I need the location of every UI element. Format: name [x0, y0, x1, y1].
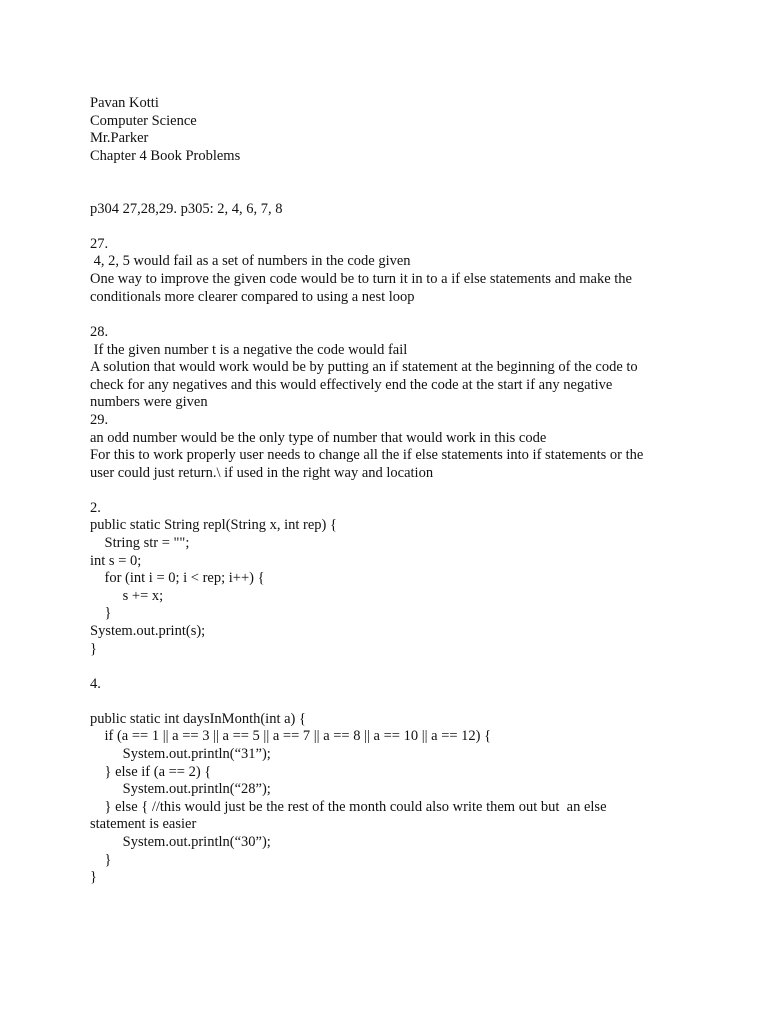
q4-code-line: } — [90, 869, 97, 885]
q28-answer-line: check for any negatives and this would effectively end the code at the start if any negative — [90, 377, 613, 393]
q27-answer-line: One way to improve the given code would be to turn it in to a if else statements and make the — [90, 271, 632, 287]
q4-code-line: if (a == 1 || a == 3 || a == 5 || a == 7 || a == 8 || a == 10 || a == 12) { — [90, 728, 492, 744]
q29-answer-line: user could just return.\ if used in the right way and location — [90, 465, 434, 481]
problems-list: p304 27,28,29. p305: 2, 4, 6, 7, 8 — [90, 201, 283, 217]
q2-code-line: for (int i = 0; i < rep; i++) { — [90, 570, 265, 586]
q2-number: 2. — [90, 500, 101, 516]
course-name: Computer Science — [90, 113, 197, 129]
q29-number: 29. — [90, 412, 109, 428]
q2-code-line: String str = ""; — [90, 535, 190, 551]
q28-answer-line: numbers were given — [90, 394, 208, 410]
q4-code-line: } else { //this would just be the rest of the month could also write them out but an else — [90, 799, 607, 815]
q4-code-line: public static int daysInMonth(int a) { — [90, 711, 306, 727]
q4-code-line: System.out.println(“28”); — [90, 781, 271, 797]
q27-answer-line: conditionals more clearer compared to using a nest loop — [90, 289, 415, 305]
q28-number: 28. — [90, 324, 109, 340]
q4-code-line: System.out.println(“31”); — [90, 746, 271, 762]
q2-code-line: int s = 0; — [90, 553, 142, 569]
q2-code-line: s += x; — [90, 588, 164, 604]
q4-code-line: statement is easier — [90, 816, 197, 832]
q29-answer-line: For this to work properly user needs to change all the if else statements into if statements or the — [90, 447, 644, 463]
q2-code-line: } — [90, 605, 112, 621]
q4-code-line: } else if (a == 2) { — [90, 764, 212, 780]
q27-number: 27. — [90, 236, 109, 252]
q4-number: 4. — [90, 676, 101, 692]
q29-answer-line: an odd number would be the only type of number that would work in this code — [90, 430, 547, 446]
assignment-title: Chapter 4 Book Problems — [90, 148, 241, 164]
q2-code-line: System.out.print(s); — [90, 623, 206, 639]
teacher-name: Mr.Parker — [90, 130, 149, 146]
q28-answer-line: If the given number t is a negative the code would fail — [90, 342, 408, 358]
q28-answer-line: A solution that would work would be by putting an if statement at the beginning of the code to — [90, 359, 638, 375]
q4-code-line: } — [90, 852, 112, 868]
q27-answer-line: 4, 2, 5 would fail as a set of numbers in the code given — [90, 253, 411, 269]
student-name: Pavan Kotti — [90, 95, 159, 111]
q2-code-line: } — [90, 641, 97, 657]
q2-code-line: public static String repl(String x, int rep) { — [90, 517, 337, 533]
q4-code-line: System.out.println(“30”); — [90, 834, 271, 850]
